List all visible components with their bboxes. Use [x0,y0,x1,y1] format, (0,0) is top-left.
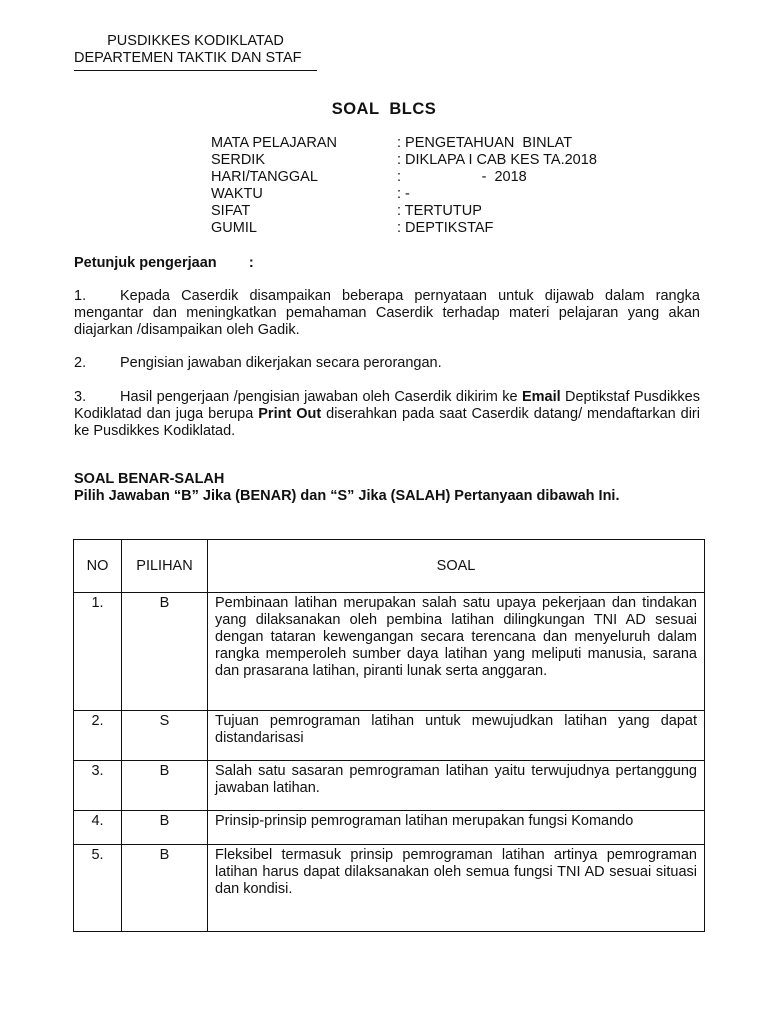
exam-info [211,135,597,237]
document-header [74,33,317,71]
row-number: 5. [74,845,122,932]
header-soal: SOAL [208,540,705,593]
info-value: : TERTUTUP [397,203,482,219]
row-number: 2. [74,711,122,761]
questions-table [73,539,705,932]
row-number: 1. [74,593,122,711]
info-label: SIFAT [211,203,251,219]
info-value: : DIKLAPA I CAB KES TA.2018 [397,152,597,168]
row-question: Tujuan pemrograman latihan untuk mewujudkan latihan yang dapat distandarisasi [208,711,705,761]
info-value: : - 2018 [397,169,527,185]
instruction-text: Kepada Caserdik disampaikan beberapa pernyataan untuk dijawab dalam rangka mengantar dan meningkatkan pemahaman Caserdik terhadap materi pelajaran yang akan diajarkan /disampaikan oleh Gadik. [74,288,700,338]
info-row-nature [211,203,597,220]
info-label: HARI/TANGGAL [211,169,318,185]
instructions-heading: Petunjuk pengerjaan : [74,255,254,271]
email-keyword: Email [521,389,561,405]
row-answer: B [122,811,208,845]
instruction-number: 2. [74,355,87,371]
section-heading: SOAL BENAR-SALAH [74,471,225,487]
instruction-3 [74,389,700,440]
info-value: : DEPTIKSTAF [397,220,494,236]
info-value: : - [397,186,410,202]
instruction-text: Pengisian jawaban dikerjakan secara perorangan. [120,355,442,371]
info-label: SERDIK [211,152,265,168]
info-label: MATA PELAJARAN [211,135,337,151]
info-label: WAKTU [211,186,263,202]
table-row [74,761,705,811]
table-row [74,593,705,711]
table-row [74,845,705,932]
row-question: Pembinaan latihan merupakan salah satu upaya pekerjaan dan tindakan yang dilaksanakan oleh pembina latihan dilingkungan TNI AD sesuai dengan tataran kewengangan secara terencana dan menyeluruh dalam rangka memperoleh sumber daya latihan yang meliputi manusia, sarana dan prasarana latihan, piranti lunak serta anggaran. [208,593,705,711]
instruction-text-part: diserahkan pada saat Caserdik datang/ mendaftarkan diri ke Pusdikkes Kodiklatad. [74,406,700,439]
row-answer: B [122,845,208,932]
department-name: DEPARTEMEN TAKTIK DAN STAF [74,50,317,71]
info-row-gumil [211,220,597,237]
info-value: : PENGETAHUAN BINLAT [397,135,573,151]
table-row [74,811,705,845]
row-question: Fleksibel termasuk prinsip pemrograman latihan artinya pemrograman latihan harus dapat dilaksanakan oleh semua fungsi TNI AD sesuai situasi dan kondisi. [208,845,705,932]
instruction-1 [74,288,700,339]
info-row-date [211,169,597,186]
org-name: PUSDIKKES KODIKLATAD [107,33,284,49]
table-row [74,711,705,761]
row-number: 3. [74,761,122,811]
info-label: GUMIL [211,220,257,236]
row-answer: B [122,761,208,811]
row-question: Salah satu sasaran pemrograman latihan yaitu terwujudnya pertanggung jawaban latihan. [208,761,705,811]
header-no: NO [74,540,122,593]
row-number: 4. [74,811,122,845]
info-row-subject [211,135,597,152]
instruction-number: 3. [74,389,87,405]
header-pilihan: PILIHAN [122,540,208,593]
instruction-2 [74,355,700,372]
info-row-serdik [211,152,597,169]
row-question: Prinsip-prinsip pemrograman latihan merupakan fungsi Komando [208,811,705,845]
row-answer: S [122,711,208,761]
section-instruction: Pilih Jawaban “B” Jika (BENAR) dan “S” Jika (SALAH) Pertanyaan dibawah Ini. [74,488,620,504]
table-header-row [74,540,705,593]
document-title: SOAL BLCS [331,100,437,118]
instruction-text-part: Hasil pengerjaan /pengisian jawaban oleh Caserdik dikirim ke [120,389,522,405]
instruction-number: 1. [74,288,87,304]
info-row-time [211,186,597,203]
row-answer: B [122,593,208,711]
print-out-keyword: Print Out [258,406,322,422]
instruction-text-part: Deptikstaf Pusdikkes Kodiklatad dan juga berupa [74,389,700,422]
